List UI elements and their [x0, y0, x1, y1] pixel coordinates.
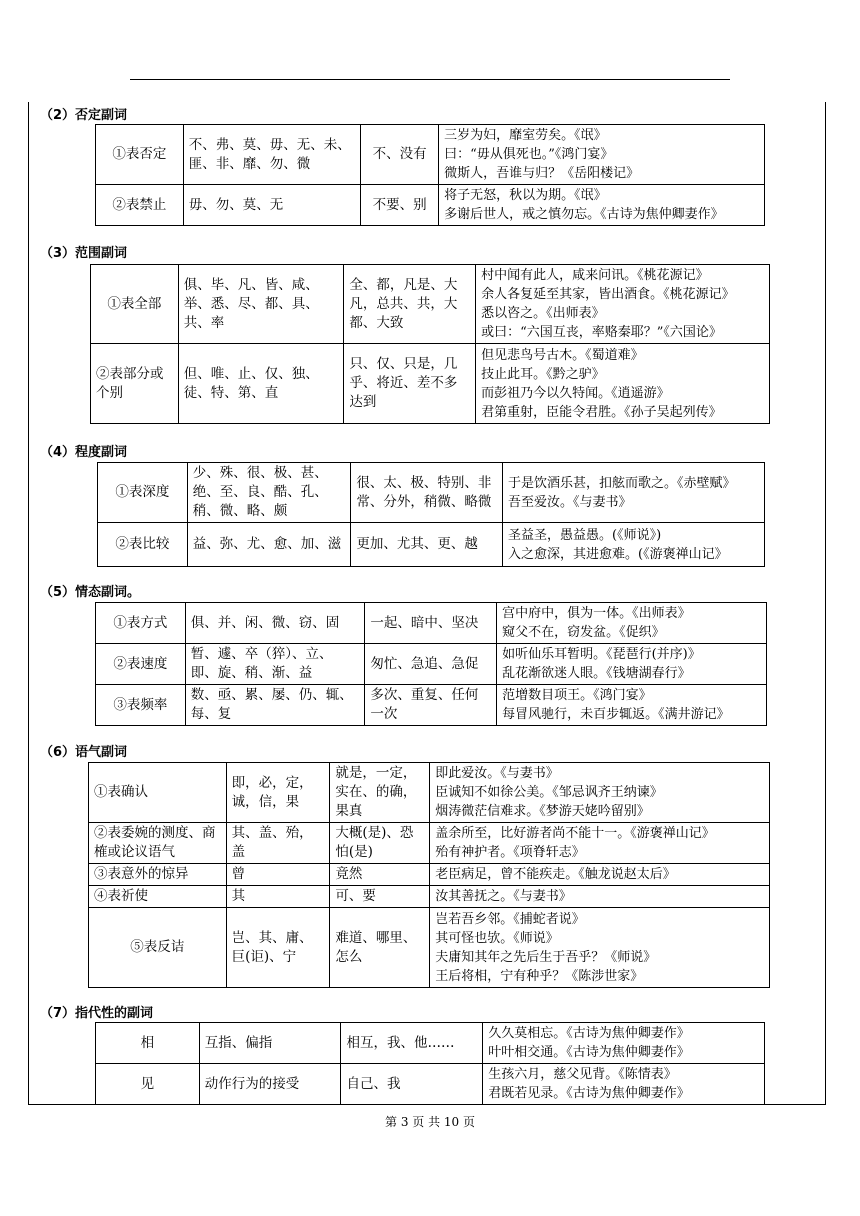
example-line: 村中闻有此人，咸来问讯。《桃花源记》 — [481, 268, 709, 283]
words-cell: 益、弥、尤、愈、加、滋 — [187, 523, 351, 567]
examples-cell — [430, 908, 770, 988]
table-pronominal — [95, 1022, 765, 1105]
category-cell: ①表深度 — [98, 463, 188, 523]
example-line: 叶叶相交通。《古诗为焦仲卿妻作》 — [488, 1045, 690, 1060]
category-cell: ①表全部 — [91, 265, 179, 344]
example-line: 或曰：“六国互丧，率赂秦耶？”《六国论》 — [481, 325, 722, 340]
category-cell: ①表否定 — [96, 125, 184, 185]
example-line: 曰：“毋从俱死也。”《鸿门宴》 — [444, 147, 614, 162]
example-line: 臣诚知不如徐公美。《邹忌讽齐王纳谏》 — [435, 785, 663, 800]
words-cell: 不、弗、莫、毋、无、未、匪、非、靡、勿、微 — [183, 125, 360, 185]
example-line: 技止此耳。《黔之驴》 — [481, 366, 605, 382]
table-row — [96, 1023, 765, 1064]
example-line: 圣益圣，愚益愚。(《师说》) — [508, 527, 662, 543]
category-cell: 相 — [96, 1023, 200, 1064]
example-line: 入之愈深，其进愈难。(《游褒禅山记》 — [508, 546, 728, 562]
examples-cell — [497, 603, 767, 644]
meaning-cell: 难道、哪里、怎么 — [330, 908, 430, 988]
example-line: 岂若吾乡邻。《捕蛇者说》 — [435, 911, 585, 927]
words-cell: 俱、并、闲、微、窃、固 — [185, 603, 365, 644]
category-cell: ②表速度 — [96, 644, 186, 685]
example-line: 即此爱汝。《与妻书》 — [435, 766, 559, 781]
example-line: 于是饮酒乐甚，扣舷而歌之。《赤壁赋》 — [508, 475, 736, 491]
example-line: 但见悲鸟号古木。《蜀道难》 — [481, 347, 644, 363]
example-line: 将子无怒，秋以为期。《氓》 — [444, 188, 607, 203]
category-cell: ②表禁止 — [96, 185, 184, 226]
table-row — [89, 763, 770, 823]
examples-cell — [476, 265, 770, 344]
examples-cell — [439, 185, 765, 226]
examples-cell — [503, 523, 765, 567]
meaning-cell: 只、仅、只是，几乎、将近、差不多达到 — [344, 344, 476, 424]
section-title-mood: （6）语气副词 — [40, 745, 128, 760]
words-cell: 互指、偏指 — [199, 1023, 341, 1064]
examples-cell — [503, 463, 765, 523]
section-title-scope: （3）范围副词 — [40, 246, 128, 261]
example-line: 窥父不在，窃发盆。《促织》 — [502, 625, 665, 640]
table-row — [96, 185, 765, 226]
example-line: 每冒风驰行，未百步辄返。《满井游记》 — [502, 707, 730, 722]
table-row — [91, 344, 770, 424]
words-cell: 曾 — [226, 864, 330, 886]
example-line: 生孩六月，慈父见背。《陈情表》 — [488, 1067, 677, 1082]
example-line: 殆有神护者。《项脊轩志》 — [435, 845, 585, 860]
examples-cell — [497, 644, 767, 685]
example-line: 悉以咨之。《出师表》 — [481, 306, 605, 321]
category-cell: ③表频率 — [96, 685, 186, 726]
example-line: 范增数目项王。《鸿门宴》 — [502, 688, 652, 703]
category-cell: ②表部分或个别 — [91, 344, 179, 424]
meaning-cell: 更加、尤其、更、越 — [351, 523, 503, 567]
example-line: 盖余所至，比好游者尚不能十一。《游褒禅山记》 — [435, 826, 715, 841]
page-footer: 第 3 页 共 10 页 — [385, 1115, 475, 1129]
words-cell: 少、殊、很、极、甚、绝、至、良、酷、孔、稍、微、略、颇 — [187, 463, 351, 523]
table-row — [89, 886, 770, 908]
meaning-cell: 相互，我、他…… — [341, 1023, 483, 1064]
meaning-cell: 很、太、极、特别、非常、分外，稍微、略微 — [351, 463, 503, 523]
example-line: 君既若见录。《古诗为焦仲卿妻作》 — [488, 1086, 690, 1101]
examples-cell — [430, 823, 770, 864]
category-cell: ①表方式 — [96, 603, 186, 644]
meaning-cell: 竟然 — [330, 864, 430, 886]
table-row — [91, 265, 770, 344]
table-manner — [95, 602, 767, 726]
section-title-manner: （5）情态副词。 — [40, 585, 141, 600]
words-cell: 其 — [226, 886, 330, 908]
meaning-cell: 全、都，凡是、大凡，总共、共，大都、大致 — [344, 265, 476, 344]
category-cell: ④表祈使 — [89, 886, 227, 908]
words-cell: 即，必，定，诚，信，果 — [226, 763, 330, 823]
examples-cell — [430, 763, 770, 823]
words-cell: 暂、遽、卒（猝）、立、即、旋、稍、渐、益 — [185, 644, 365, 685]
table-row — [89, 864, 770, 886]
words-cell: 毋、勿、莫、无 — [183, 185, 360, 226]
example-line: 王后将相，宁有种乎？《陈涉世家》 — [435, 968, 644, 984]
example-line: 其可怪也欤。《师说》 — [435, 930, 559, 946]
section-title-degree: （4）程度副词 — [40, 445, 128, 460]
words-cell: 动作行为的接受 — [199, 1064, 341, 1105]
meaning-cell: 就是，一定，实在、的确，果真 — [330, 763, 430, 823]
words-cell: 俱、毕、凡、皆、咸、举、悉、尽、都、具、共、率 — [178, 265, 344, 344]
examples-cell — [439, 125, 765, 185]
section-title-negation: （2）否定副词 — [40, 108, 128, 123]
examples-cell — [483, 1064, 765, 1105]
example-line: 如听仙乐耳暂明。《琵琶行(并序)》 — [502, 647, 701, 662]
examples-cell — [430, 886, 770, 908]
table-row — [96, 125, 765, 185]
table-row — [96, 603, 767, 644]
table-row — [89, 823, 770, 864]
category-cell: ⑤表反诘 — [89, 908, 227, 988]
example-line: 烟涛微茫信难求。《梦游天姥吟留别》 — [435, 804, 650, 819]
examples-cell — [430, 864, 770, 886]
category-cell: ②表比较 — [98, 523, 188, 567]
example-line: 多谢后世人，戒之慎勿忘。《古诗为焦仲卿妻作》 — [444, 207, 724, 222]
table-scope — [90, 264, 770, 424]
example-line: 久久莫相忘。《古诗为焦仲卿妻作》 — [488, 1026, 690, 1041]
example-line: 宫中府中，俱为一体。《出师表》 — [502, 606, 691, 621]
category-cell: ①表确认 — [89, 763, 227, 823]
header-rule — [130, 79, 730, 80]
examples-cell — [497, 685, 767, 726]
example-line: 夫庸知其年之先后生于吾乎？《师说》 — [435, 949, 657, 965]
example-line: 乱花渐欲迷人眼。《钱塘湖春行》 — [502, 666, 691, 681]
meaning-cell: 可、要 — [330, 886, 430, 908]
table-negation — [95, 124, 765, 226]
example-line: 而彭祖乃今以久特闻。《逍遥游》 — [481, 385, 670, 401]
example-line: 余人各复延至其家，皆出酒食。《桃花源记》 — [481, 287, 735, 302]
words-cell: 岂、其、庸、巨(讵)、宁 — [226, 908, 330, 988]
table-row — [98, 463, 765, 523]
example-line: 微斯人，吾谁与归？《岳阳楼记》 — [444, 166, 640, 181]
words-cell: 但、唯、止、仅、独、徒、特、第、直 — [178, 344, 344, 424]
example-line: 老臣病足，曾不能疾走。《触龙说赵太后》 — [435, 867, 676, 882]
words-cell: 其、盖、殆，盖 — [226, 823, 330, 864]
table-row — [98, 523, 765, 567]
meaning-cell: 一起、暗中、坚决 — [365, 603, 497, 644]
table-mood — [88, 762, 770, 988]
example-line: 君第重射，臣能令君胜。《孙子吴起列传》 — [481, 404, 722, 420]
example-line: 汝其善抚之。《与妻书》 — [435, 889, 572, 904]
meaning-cell: 大概(是)、恐怕(是) — [330, 823, 430, 864]
example-line: 吾至爱汝。《与妻书》 — [508, 494, 632, 510]
meaning-cell: 多次、重复、任何一次 — [365, 685, 497, 726]
category-cell: 见 — [96, 1064, 200, 1105]
category-cell: ②表委婉的测度、商榷或论议语气 — [89, 823, 227, 864]
words-cell: 数、亟、累、屡、仍、辄、每、复 — [185, 685, 365, 726]
meaning-cell: 自己、我 — [341, 1064, 483, 1105]
meaning-cell: 匆忙、急追、急促 — [365, 644, 497, 685]
table-row — [96, 644, 767, 685]
examples-cell — [476, 344, 770, 424]
table-degree — [97, 462, 765, 567]
meaning-cell: 不要、别 — [361, 185, 439, 226]
examples-cell — [483, 1023, 765, 1064]
table-row — [89, 908, 770, 988]
table-row — [96, 1064, 765, 1105]
example-line: 三岁为妇，靡室劳矣。《氓》 — [444, 128, 607, 143]
category-cell: ③表意外的惊异 — [89, 864, 227, 886]
meaning-cell: 不、没有 — [361, 125, 439, 185]
table-row — [96, 685, 767, 726]
section-title-pronominal: （7）指代性的副词 — [40, 1006, 154, 1021]
